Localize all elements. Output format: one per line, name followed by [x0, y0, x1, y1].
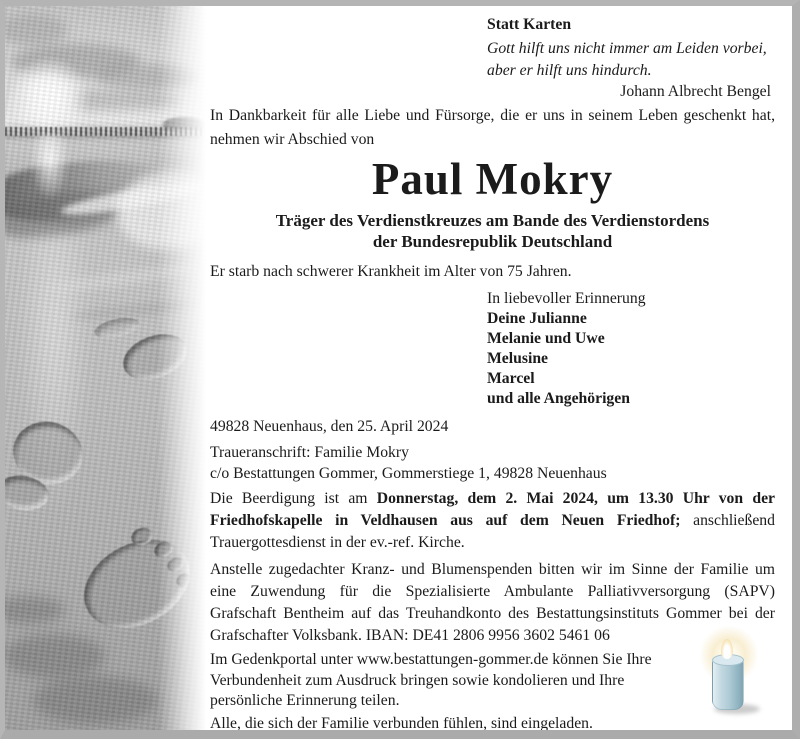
funeral-bold-text: Donnerstag, dem 2. Mai 2024, um 13.30 Uhr von der: [376, 490, 776, 507]
death-statement: Er starb nach schwerer Krankheit im Alter von 75 Jahren.: [210, 263, 572, 280]
quote-line: Gott hilft uns nicht immer am Leiden vorbei,: [487, 40, 767, 57]
mourner-name: und alle Angehörigen: [487, 390, 630, 407]
closing-invitation: Alle, die sich der Familie verbunden fühlen, sind eingeladen.: [210, 714, 593, 732]
memoriam-heading: In liebevoller Erinnerung: [487, 290, 646, 307]
funeral-line: Trauergottesdienst in der ev.-ref. Kirche.: [210, 534, 465, 551]
deceased-name: Paul Mokry: [371, 154, 614, 204]
intro-line: nehmen wir Abschied von: [210, 131, 375, 148]
portal-line: persönliche Erinnerung teilen.: [210, 692, 400, 709]
funeral-text: Die Beerdigung ist am: [210, 490, 377, 507]
funeral-bold-text: Friedhofskapelle in Veldhausen aus auf dem Neuen Friedhof;: [210, 512, 681, 529]
statt-karten-label: Statt Karten: [487, 16, 572, 33]
funeral-details-paragraph: [210, 488, 775, 554]
photo-fade-edge: [5, 6, 206, 730]
funeral-text: anschließend: [680, 512, 775, 529]
candle-flame: [721, 639, 733, 659]
honor-line: der Bundesrepublik Deutschland: [372, 232, 613, 251]
address-line: Traueranschrift: Familie Mokry: [210, 444, 409, 461]
mourner-name: Melanie und Uwe: [487, 330, 605, 347]
address-line: c/o Bestattungen Gommer, Gommerstiege 1, 49828 Neuenhaus: [210, 465, 607, 482]
intro-paragraph: [210, 104, 775, 152]
notice-text: [210, 6, 775, 734]
mourner-name: Deine Julianne: [487, 310, 587, 327]
mourner-name: Marcel: [487, 370, 535, 387]
mourning-address: [210, 442, 775, 484]
donation-line: Anstelle zugedachter Kranz- und Blumenspenden bitten wir im Sinne der Familie um: [210, 561, 775, 578]
mourner-name: Melusine: [487, 350, 549, 367]
funeral-line: [210, 510, 775, 532]
funeral-line: [210, 488, 775, 510]
honor-line: Träger des Verdienstkreuzes am Bande des Verdienstordens: [275, 211, 710, 230]
beach-footprints-photo: [5, 6, 206, 730]
place-and-date: 49828 Neuenhaus, den 25. April 2024: [210, 418, 449, 435]
donation-line: Grafschafter Volksbank. IBAN: DE41 2806 9956 3602 5461 06: [210, 627, 610, 644]
quote-author: Johann Albrecht Bengel: [620, 83, 771, 100]
honor-title: [210, 210, 775, 252]
scripture-quote: [487, 38, 775, 82]
memorial-portal-paragraph: [210, 650, 695, 712]
portal-line: Verbundenheit zum Ausdruck bringen sowie kondolieren und Ihre: [210, 671, 625, 689]
donation-paragraph: [210, 559, 775, 647]
memoriam-block: [487, 289, 775, 409]
intro-line: In Dankbarkeit für alle Liebe und Fürsorge, die er uns in seinem Leben geschenkt hat,: [210, 107, 775, 124]
quote-line: aber er hilft uns hindurch.: [487, 62, 652, 79]
memorial-candle-icon: [698, 626, 762, 718]
donation-line: eine Zuwendung für die Spezialisierte Ambulante Palliativversorgung (SAPV): [210, 583, 775, 600]
donation-line: Grafschaft Bentheim auf das Treuhandkonto des Bestattungsinstituts Gommer bei der: [210, 605, 775, 622]
portal-line: Im Gedenkportal unter www.bestattungen-gommer.de können Sie Ihre: [210, 651, 652, 668]
